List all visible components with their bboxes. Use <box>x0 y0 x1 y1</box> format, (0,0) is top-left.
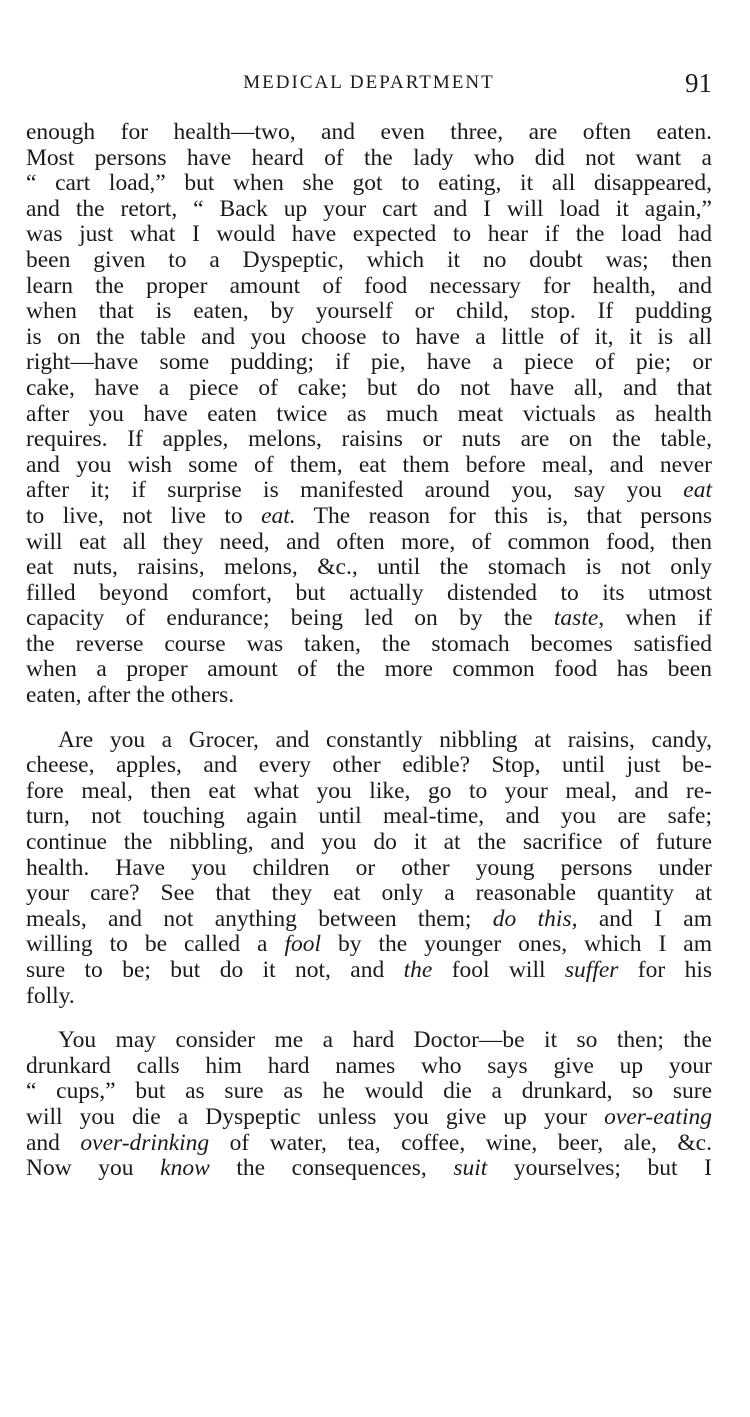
text-line <box>26 1079 712 1105</box>
text-run: “ cart load,” but when she got to eating, it all disappeared, <box>26 170 712 197</box>
text-run: enough for health—two, and even three, are often eaten. <box>26 119 712 145</box>
running-head <box>26 68 712 102</box>
text-run: right—have some pudding; if pie, have a piece of pie; or <box>26 349 712 376</box>
text-line <box>26 222 712 248</box>
text-run: cake, have a piece of cake; but do not have all, and that <box>26 374 712 401</box>
text-line <box>26 1156 712 1182</box>
text-run: requires. If apples, melons, raisins or nuts are on the table, <box>26 426 712 453</box>
text-run: and you wish some of them, eat them before meal, and never <box>26 451 712 478</box>
text-run: You may consider me a hard Doctor—be it so then; the <box>58 1027 712 1054</box>
italic-text: over-drinking <box>80 1129 210 1156</box>
text-line <box>26 325 712 351</box>
text-line <box>26 632 712 658</box>
text-line <box>26 779 712 805</box>
text-run: learn the proper amount of food necessary for health, and <box>26 272 712 299</box>
text-run: cheese, apples, and every other edible? Stop, until just be- <box>26 752 712 779</box>
text-run: been given to a Dyspeptic, which it no doubt was; then <box>26 246 712 273</box>
text-run: capacity of endurance; being led on by the <box>26 605 554 632</box>
text-run: continue the nibbling, and you do it at the sacrifice of future <box>26 829 712 856</box>
text-line <box>26 657 712 683</box>
text-line <box>26 427 712 453</box>
text-run: turn, not touching again until meal-time, and you are safe; <box>26 803 712 830</box>
text-line <box>26 1105 712 1131</box>
text-line <box>26 376 712 402</box>
text-line <box>26 830 712 856</box>
text-run: was just what I would have expected to hear if the load had <box>26 221 712 248</box>
text-run: your care? See that they eat only a reasonable quantity at <box>26 880 712 907</box>
paragraph-3 <box>26 1028 712 1182</box>
text-run: The reason for this is, that persons <box>295 502 712 529</box>
italic-text: eat. <box>261 502 296 529</box>
text-run: the consequences, <box>209 1155 454 1182</box>
italic-text: eat <box>683 477 712 504</box>
text-run: Most persons have heard of the lady who did not want a <box>26 144 712 171</box>
text-run: after it; if surprise is manifested around you, say you <box>26 477 684 504</box>
text-line <box>26 146 712 172</box>
text-run: and <box>26 1129 81 1156</box>
text-line <box>26 907 712 933</box>
text-run: filled beyond comfort, but actually distended to its utmost <box>26 579 712 606</box>
text-run: folly. <box>26 982 75 1009</box>
text-line <box>26 958 712 984</box>
text-run: to live, not live to <box>26 502 262 529</box>
text-run: will eat all they need, and often more, of common food, then <box>26 528 712 555</box>
text-run: Are you a Grocer, and constantly nibbling at raisins, candy, <box>58 726 712 753</box>
text-line <box>26 1028 712 1054</box>
italic-text: over-eating <box>604 1103 712 1130</box>
text-run: when if <box>604 605 712 632</box>
text-run: fool will <box>432 957 565 983</box>
text-run: and the retort, “ Back up your cart and I will load it again,” <box>26 195 712 222</box>
text-line <box>26 881 712 907</box>
text-run: willing to be called a <box>26 931 285 958</box>
text-line <box>26 606 712 632</box>
italic-text: do this, <box>492 905 578 932</box>
running-title: MEDICAL DEPARTMENT <box>243 72 495 93</box>
text-run: and I am <box>577 905 712 932</box>
text-line <box>26 683 712 709</box>
text-run: of water, tea, coffee, wine, beer, ale, &c. <box>209 1129 712 1156</box>
text-line <box>26 274 712 300</box>
body-text <box>26 120 712 1182</box>
text-run: is on the table and you choose to have a little of it, it is all <box>26 323 712 350</box>
text-line <box>26 984 712 1010</box>
text-run: by the younger ones, which I am <box>321 931 712 958</box>
text-line <box>26 478 712 504</box>
text-line <box>26 581 712 607</box>
italic-text: the <box>403 957 433 983</box>
text-line <box>26 504 712 530</box>
text-run: fore meal, then eat what you like, go to your meal, and re- <box>26 777 712 804</box>
text-line <box>26 120 712 146</box>
text-line <box>26 299 712 325</box>
text-run: sure to be; but do it not, and <box>26 957 404 983</box>
text-run: will you die a Dyspeptic unless you give up your <box>26 1103 605 1130</box>
text-run: health. Have you children or other young persons under <box>26 854 712 881</box>
text-run: eaten, after the others. <box>26 682 235 709</box>
text-line <box>26 1131 712 1157</box>
italic-text: fool <box>284 931 322 958</box>
text-run: drunkard calls him hard names who says give up your <box>26 1052 712 1079</box>
italic-text: suit <box>453 1155 488 1182</box>
text-line <box>26 856 712 882</box>
text-line <box>26 453 712 479</box>
text-line <box>26 350 712 376</box>
italic-text: taste, <box>553 605 605 632</box>
text-run: Now you <box>26 1155 161 1182</box>
text-run: after you have eaten twice as much meat victuals as health <box>26 400 712 427</box>
text-line <box>26 197 712 223</box>
text-run: meals, and not anything between them; <box>26 905 493 932</box>
text-run: eat nuts, raisins, melons, &c., until the stomach is not only <box>26 554 712 581</box>
text-line <box>26 402 712 428</box>
text-line <box>26 804 712 830</box>
text-run: the reverse course was taken, the stomach becomes satisfied <box>26 630 712 657</box>
text-line <box>26 171 712 197</box>
text-line <box>26 530 712 556</box>
italic-text: suffer <box>564 957 619 983</box>
text-run: when a proper amount of the more common food has been <box>26 656 712 683</box>
text-run: “ cups,” but as sure as he would die a drunkard, so sure <box>26 1078 712 1105</box>
page-number: 91 <box>685 68 712 98</box>
text-line <box>26 248 712 274</box>
paragraph-2 <box>26 728 712 1010</box>
italic-text: know <box>160 1155 210 1182</box>
text-line <box>26 932 712 958</box>
text-line <box>26 555 712 581</box>
paragraph-1 <box>26 120 712 709</box>
text-line <box>26 753 712 779</box>
text-run: for his <box>618 957 713 983</box>
text-line <box>26 1054 712 1080</box>
text-run: when that is eaten, by yourself or child, stop. If pudding <box>26 298 712 325</box>
text-run: yourselves; but I <box>487 1155 713 1182</box>
text-line <box>26 728 712 754</box>
